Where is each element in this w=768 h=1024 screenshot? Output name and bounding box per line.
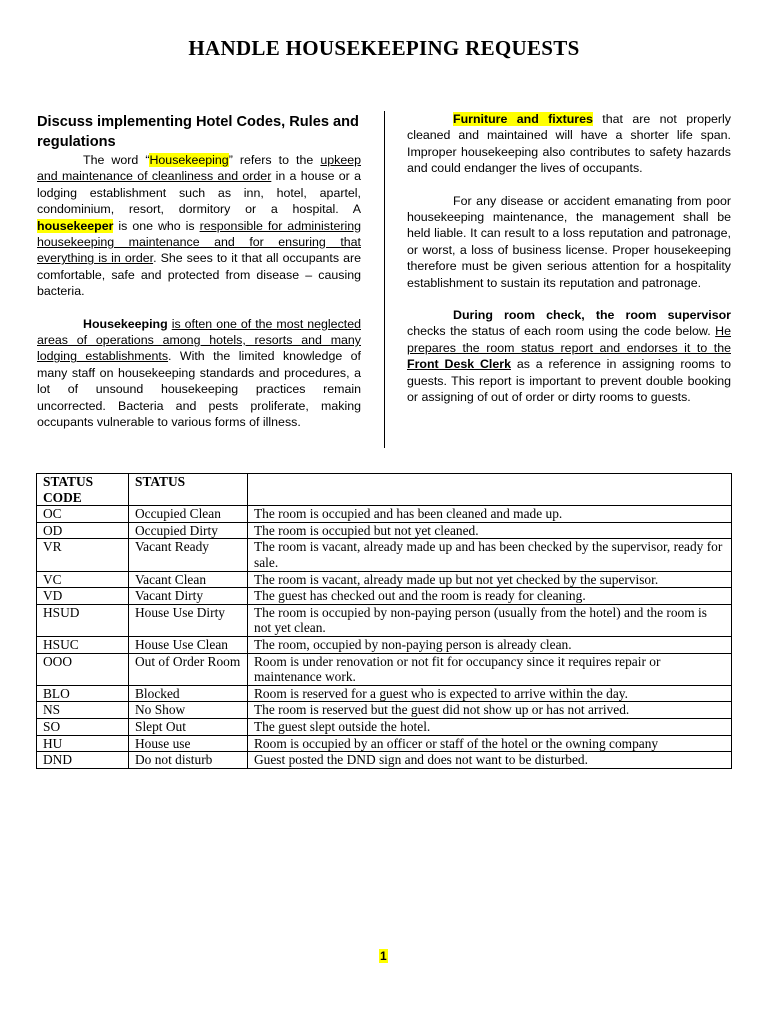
section-heading: Discuss implementing Hotel Codes, Rules and regulations — [37, 114, 359, 150]
liability-paragraph: For any disease or accident emanating from poor housekeeping maintenance, the management shall be held liable. It can result to a loss reputation and patronage, or worst, a loss of business license. Proper housekeeping therefore must be given serious attention for a hospitality establishment to sustain its reputation and patronage. — [407, 193, 731, 290]
status-description-cell: Room is under renovation or not fit for occupancy since it requires repair or maintenance work. — [248, 653, 732, 685]
status-code-cell: HSUC — [37, 636, 129, 653]
status-name-cell: Vacant Ready — [129, 539, 248, 571]
status-description-cell: The room is reserved but the guest did not show up or has not arrived. — [248, 702, 732, 719]
table-row — [37, 571, 732, 588]
text-run: . She sees to it that all occupants are comfortable, safe and protected from disease – causing bacteria. — [37, 251, 361, 299]
table-row — [37, 636, 732, 653]
status-name-cell: Vacant Clean — [129, 571, 248, 588]
header-status-code: STATUS CODE — [37, 474, 129, 506]
left-column — [37, 112, 361, 431]
status-name-cell: House Use Clean — [129, 636, 248, 653]
highlighted-term-housekeeper: housekeeper — [37, 218, 114, 233]
status-code-cell: BLO — [37, 685, 129, 702]
status-name-cell: Do not disturb — [129, 752, 248, 769]
page-title: HANDLE HOUSEKEEPING REQUESTS — [188, 36, 580, 60]
status-name-cell: Occupied Clean — [129, 506, 248, 523]
highlighted-term-furniture: Furniture and fixtures — [453, 112, 593, 126]
status-code-cell: OOO — [37, 653, 129, 685]
intro-paragraph — [37, 152, 361, 300]
page-number: 1 — [380, 949, 387, 963]
furniture-paragraph — [407, 111, 731, 177]
status-description-cell: The room is occupied by non-paying person (usually from the hotel) and the room is not yet clean. — [248, 604, 732, 636]
table-row — [37, 718, 732, 735]
status-description-cell: The room is vacant, already made up but not yet checked by the supervisor. — [248, 571, 732, 588]
text-run: is one who is — [113, 218, 200, 233]
status-description-cell: The room is vacant, already made up and has been checked by the supervisor, ready for sale. — [248, 539, 732, 571]
text-run: as a reference in assigning rooms to guests. This report is important to prevent double booking or assigning of out of order or dirty rooms to guests. — [407, 357, 731, 405]
room-check-paragraph — [407, 307, 731, 405]
table-row — [37, 702, 732, 719]
underlined-front-desk-clerk: Front Desk Clerk — [407, 357, 511, 372]
neglect-paragraph — [37, 316, 361, 431]
right-column — [407, 111, 731, 406]
status-description-cell: Room is reserved for a guest who is expected to arrive within the day. — [248, 685, 732, 702]
table-row — [37, 506, 732, 523]
table-body — [37, 506, 732, 769]
text-run: . With the limited knowledge of many staff on housekeeping standards and procedures, a lot of unsound housekeeping practices remain uncorrected. Bacteria and pests proliferate, making occupants vulnerable to various forms of illness. — [37, 349, 361, 430]
bold-term-housekeeping: Housekeeping — [83, 316, 168, 331]
status-name-cell: House use — [129, 735, 248, 752]
status-code-cell: HU — [37, 735, 129, 752]
status-code-cell: VR — [37, 539, 129, 571]
status-code-cell: SO — [37, 718, 129, 735]
status-code-cell: VD — [37, 588, 129, 605]
status-description-cell: The room is occupied and has been cleaned and made up. — [248, 506, 732, 523]
table-header-row — [37, 474, 732, 506]
table-row — [37, 539, 732, 571]
status-description-cell: The room is occupied but not yet cleaned. — [248, 522, 732, 539]
underlined-responsibility: responsible for administering housekeeping maintenance and for ensuring that everything is in order — [37, 218, 362, 266]
text-run: The word “ — [83, 153, 150, 167]
table-row — [37, 685, 732, 702]
column-divider — [384, 111, 385, 448]
text-run: checks the status of each room using the code below. — [407, 324, 716, 339]
table-row — [37, 604, 732, 636]
status-code-cell: VC — [37, 571, 129, 588]
table-row — [37, 752, 732, 769]
status-description-cell: The guest slept outside the hotel. — [248, 718, 732, 735]
table-row — [37, 735, 732, 752]
highlighted-term-housekeeping: Housekeeping — [149, 153, 229, 167]
status-name-cell: Out of Order Room — [129, 653, 248, 685]
underlined-report: He prepares the room status report and endorses it to the — [407, 324, 731, 355]
status-code-cell: NS — [37, 702, 129, 719]
status-description-cell: Room is occupied by an officer or staff of the hotel or the owning company — [248, 735, 732, 752]
status-code-cell: OC — [37, 506, 129, 523]
status-name-cell: Vacant Dirty — [129, 588, 248, 605]
status-description-cell: The room, occupied by non-paying person is already clean. — [248, 636, 732, 653]
status-description-cell: Guest posted the DND sign and does not want to be disturbed. — [248, 752, 732, 769]
room-status-table — [36, 473, 732, 769]
status-description-cell: The guest has checked out and the room is ready for cleaning. — [248, 588, 732, 605]
status-name-cell: Blocked — [129, 685, 248, 702]
status-name-cell: House Use Dirty — [129, 604, 248, 636]
header-status: STATUS — [129, 474, 248, 506]
table-row — [37, 653, 732, 685]
header-description — [248, 474, 732, 506]
status-code-cell: DND — [37, 752, 129, 769]
status-code-cell: HSUD — [37, 604, 129, 636]
status-name-cell: Slept Out — [129, 718, 248, 735]
table-row — [37, 588, 732, 605]
text-run: that are not properly cleaned and maintained will have a shorter life span. Improper housekeeping also contributes to safety hazards and could endanger the lives of occupants. — [407, 112, 731, 176]
status-name-cell: Occupied Dirty — [129, 522, 248, 539]
text-run: ” refers to the — [228, 153, 321, 167]
underlined-definition: upkeep and maintenance of cleanliness and order — [37, 153, 361, 184]
status-name-cell: No Show — [129, 702, 248, 719]
table-row — [37, 522, 732, 539]
underlined-neglect: is often one of the most neglected areas of operations among hotels, resorts and many lodging establishments — [37, 316, 361, 364]
bold-room-supervisor: During room check, the room supervisor — [453, 308, 731, 323]
text-run: in a house or a lodging establishment such as inn, hotel, apartel, condominium, resort, dormitory or a hospital. A — [37, 169, 361, 217]
status-code-cell: OD — [37, 522, 129, 539]
